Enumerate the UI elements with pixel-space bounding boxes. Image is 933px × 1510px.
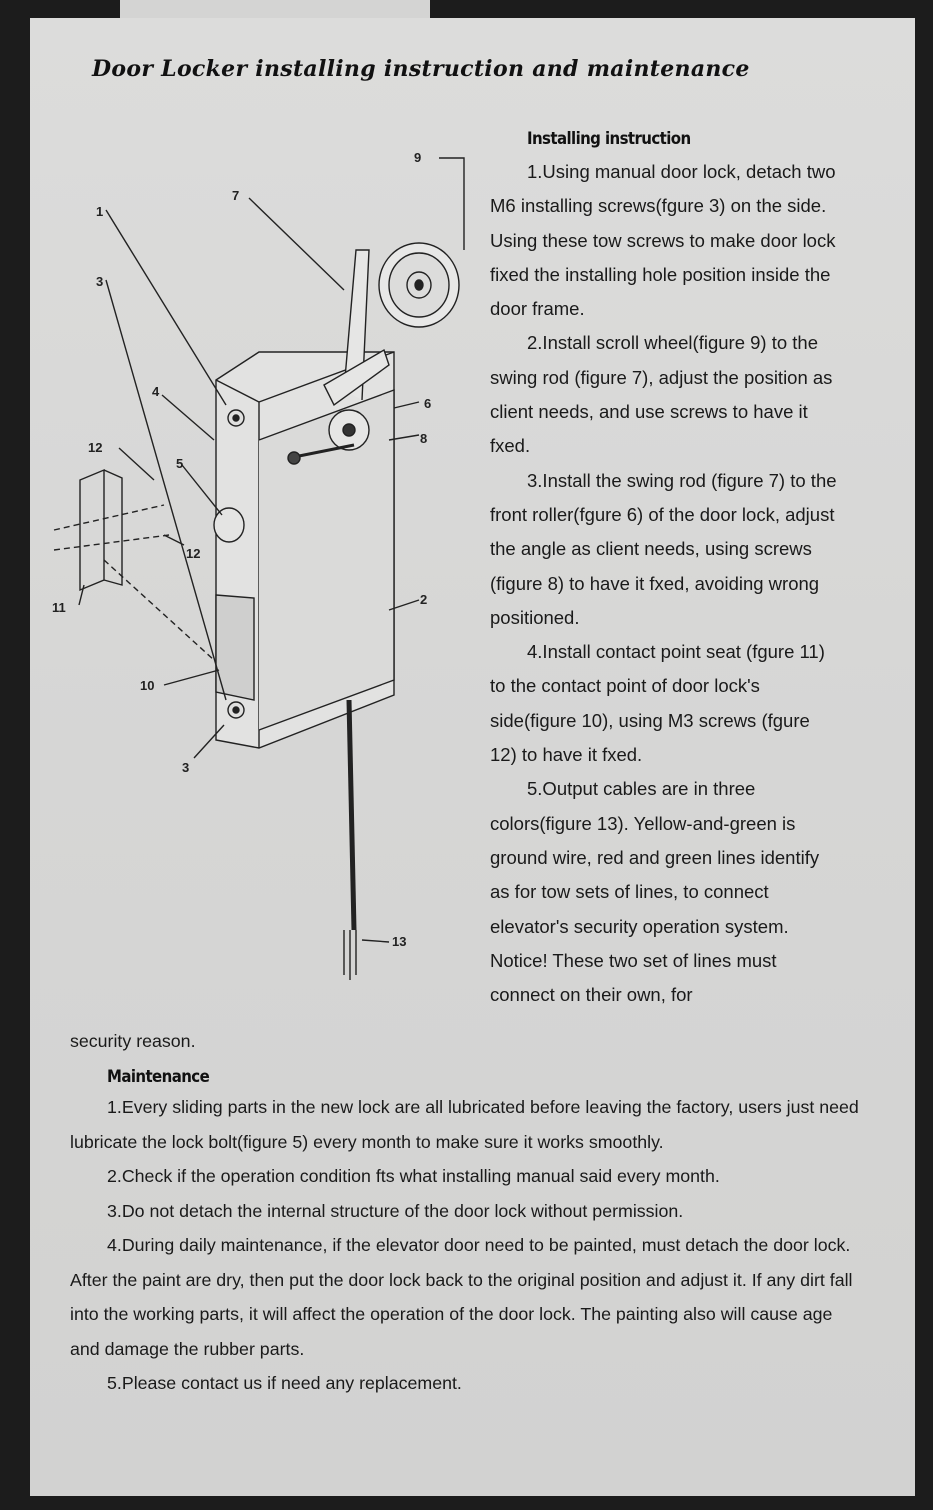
- install-step-1: 1.Using manual door lock, detach two M6 installing screws(fgure 3) on the side. Using these tow screws to make door lock fixed the installing hole position inside the door frame.: [490, 161, 836, 320]
- door-lock-diagram: [44, 140, 484, 990]
- maint-item-5: 5.Please contact us if need any replacement.: [107, 1373, 462, 1393]
- label-10: 10: [140, 678, 155, 693]
- install-step-5: 5.Output cables are in three colors(figure 13). Yellow-and-green is ground wire, red and green lines identify as for tow sets of lines, to connect elevator's security operation system. Notice! These two set of lines must connect on their own, for: [490, 778, 820, 1006]
- install-step-3: 3.Install the swing rod (figure 7) to the front roller(fgure 6) of the door lock, adjust the angle as client needs, using screws (figure 8) to have it fxed, avoiding wrong positioned.: [490, 469, 837, 628]
- maintenance-text: [70, 1090, 860, 1401]
- install-step-2: 2.Install scroll wheel(figure 9) to the swing rod (figure 7), adjust the position as client needs, and use screws to have it fxed.: [490, 332, 833, 457]
- label-9: 9: [414, 150, 422, 165]
- label-1: 1: [96, 204, 104, 219]
- label-8: 8: [420, 431, 428, 446]
- installing-text: [490, 155, 840, 1012]
- label-7: 7: [232, 188, 240, 203]
- maint-item-4: 4.During daily maintenance, if the elevator door need to be painted, must detach the door lock. After the paint are dry, then put the door lock back to the original position and adjust it. If any dirt fall into the working parts, it will affect the operation of the door lock. The painting also will cause age and damage the rubber parts.: [70, 1235, 853, 1359]
- label-13: 13: [392, 934, 407, 949]
- label-3-bottom: 3: [182, 760, 190, 775]
- label-4: 4: [152, 384, 160, 399]
- label-5: 5: [176, 456, 184, 471]
- label-11: 11: [52, 600, 66, 615]
- install-step-5-end: security reason.: [70, 1031, 196, 1051]
- install-step-4: 4.Install contact point seat (fgure 11) to the contact point of door lock's side(figure 10), using M3 screws (fgure 12) to have it fxed.: [490, 641, 825, 766]
- label-6: 6: [424, 396, 432, 411]
- installing-heading: Installing instruction: [527, 128, 691, 149]
- document-title: Door Locker installing instruction and maintenance: [92, 56, 750, 82]
- maintenance-heading: Maintenance: [107, 1066, 210, 1087]
- label-3-top: 3: [96, 274, 104, 289]
- maint-item-2: 2.Check if the operation condition fts what installing manual said every month.: [107, 1166, 720, 1186]
- install-continuation: [70, 1024, 860, 1059]
- label-12-center: 12: [186, 546, 201, 561]
- label-12-left: 12: [88, 440, 103, 455]
- label-2: 2: [420, 592, 428, 607]
- maint-item-1: 1.Every sliding parts in the new lock are all lubricated before leaving the factory, users just need lubricate the lock bolt(figure 5) every month to make sure it works smoothly.: [70, 1097, 859, 1152]
- maint-item-3: 3.Do not detach the internal structure of the door lock without permission.: [107, 1200, 684, 1221]
